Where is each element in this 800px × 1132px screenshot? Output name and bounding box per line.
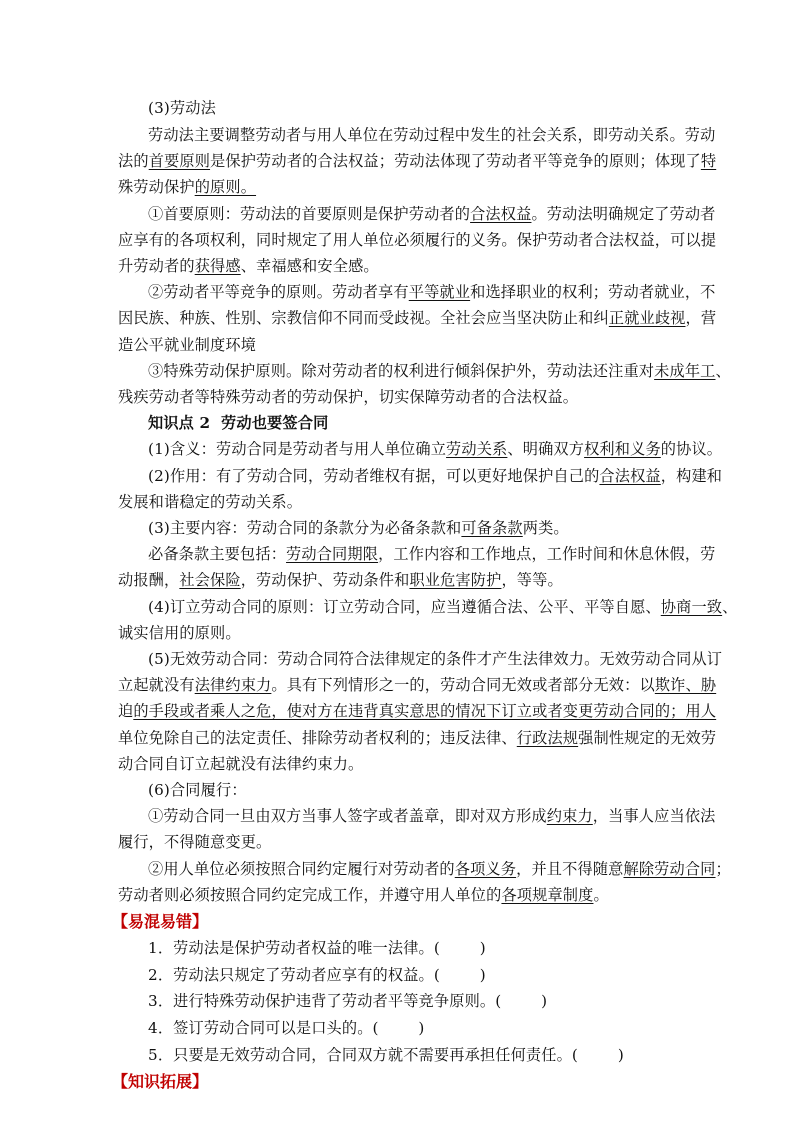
text-segment: (4)订立劳动合同的原则：订立劳动合同，应当遵循合法、公平、平等自愿、 — [148, 597, 661, 616]
text-segment: 5．只要是无效劳动合同，合同双方就不需要再承担任何责任。( ) — [148, 1045, 624, 1064]
contract-principles-line-1 — [148, 596, 738, 618]
key-term: 社会保险 — [179, 571, 241, 590]
text-segment: 。劳动法明确规定了劳动者 — [531, 204, 716, 223]
invalid-contract-line-4 — [118, 727, 717, 749]
principle-1-line-3 — [118, 255, 688, 277]
key-term: 解除劳动合同 — [623, 859, 716, 878]
text-segment: ，等等。 — [501, 571, 563, 590]
text-segment: ； — [715, 859, 731, 878]
performance-1-line-2 — [118, 831, 688, 853]
text-segment: (5)无效劳动合同：劳动合同符合法律规定的条件才产生法律效力。无效劳动合同从订 — [148, 650, 723, 668]
text-segment: 是保护劳动者的合法权益；劳动法体现了劳动者平等竞争的原则；体现了 — [210, 152, 701, 171]
contract-role-line-1 — [148, 465, 723, 487]
text-segment: ，当事人应当依法 — [592, 807, 716, 826]
text-segment: 的协议。 — [660, 440, 723, 459]
text-segment: 1．劳动法是保护劳动者权益的唯一法律。( ) — [148, 939, 486, 958]
text-segment: (3)劳动法 — [148, 99, 216, 117]
text-segment: 、 — [715, 361, 731, 380]
principle-3-line-1 — [148, 360, 731, 382]
text-segment: 劳动法主要调整劳动者与用人单位在劳动过程中发生的社会关系，即劳动关系。劳动 — [148, 126, 716, 144]
principle-1-line-1 — [148, 203, 718, 225]
quiz-item-2 — [148, 964, 718, 986]
principle-2-line-2 — [118, 307, 717, 329]
key-term: 法律约束力 — [194, 676, 272, 695]
text-segment: 造公平就业制度环境 — [118, 335, 257, 354]
contract-principles-line-2 — [118, 622, 688, 644]
key-term: 劳动合同期限 — [286, 545, 379, 564]
key-term: 的手段或者乘人之危，使对方在违背真实意思的情况下订立或者变更劳动合同的；用人 — [133, 702, 717, 721]
principle-3-line-2 — [118, 386, 688, 408]
performance-2-line-1 — [148, 858, 731, 880]
text-segment: ①首要原则：劳动法的首要原则是保护劳动者的 — [148, 204, 471, 223]
performance-1-line-1 — [148, 805, 718, 827]
principle-2-line-1 — [148, 281, 718, 303]
key-term: 各项义务 — [454, 859, 517, 878]
text-segment: (1)含义：劳动合同是劳动者与用人单位确立 — [148, 440, 447, 459]
text-segment: 升劳动者的 — [118, 257, 195, 275]
text-segment: 知识点 2 劳动也要签合同 — [148, 414, 329, 433]
contract-meaning-line-1 — [148, 438, 723, 460]
text-segment: ，构建和 — [660, 466, 723, 485]
principle-1-line-2 — [118, 229, 717, 251]
invalid-contract-line-1 — [148, 648, 723, 670]
quiz-item-4 — [148, 1017, 718, 1039]
key-term: 各项规章制度 — [501, 885, 594, 904]
text-segment: 法的 — [118, 152, 149, 171]
invalid-contract-line-3 — [118, 700, 717, 722]
performance-2-line-2 — [118, 884, 688, 906]
key-term: 欺诈、胁 — [654, 676, 717, 695]
text-segment: 残疾劳动者等特殊劳动者的劳动保护，切实保障劳动者的合法权益。 — [118, 388, 579, 406]
text-segment: ②劳动者平等竞争的原则。劳动者享有 — [148, 283, 409, 302]
text-segment: 殊劳动保护 — [118, 178, 195, 197]
quiz-item-1 — [148, 937, 718, 959]
key-term: 可备条款 — [461, 519, 523, 537]
invalid-contract-line-5 — [118, 753, 688, 775]
text-segment: ，工作内容和工作地点，工作时间和休息休假，劳 — [378, 545, 716, 564]
text-segment: ，并且不得随意 — [516, 859, 624, 878]
text-segment: ③特殊劳动保护原则。除对劳动者的权利进行倾斜保护外，劳动法还注重对 — [148, 361, 655, 380]
required-clauses-line-2 — [118, 569, 688, 591]
text-segment: 、明确双方 — [507, 440, 585, 459]
text-segment: 和选择职业的权利；劳动者就业，不 — [470, 283, 716, 302]
text-segment: ①劳动合同一旦由双方当事人签字或者盖章，即对双方形成 — [148, 807, 547, 826]
key-term: 劳动关系 — [446, 440, 508, 459]
text-segment: ②用人单位必须按照合同约定履行对劳动者的 — [148, 859, 455, 878]
text-segment: (2)作用：有了劳动合同，劳动者维权有据，可以更好地保护自己的 — [148, 466, 600, 485]
text-segment: 因民族、种族、性别、宗教信仰不同而受歧视。全社会应当坚决防止和纠 — [118, 309, 609, 328]
key-term: 未成年工 — [654, 361, 716, 380]
required-clauses-line-1 — [148, 543, 718, 565]
text-segment: 两类。 — [522, 519, 569, 537]
key-term: 约束力 — [546, 807, 593, 826]
key-term: 获得感 — [194, 257, 241, 275]
text-segment: 必备条款主要包括： — [148, 545, 287, 564]
key-term: 合法权益 — [599, 466, 661, 485]
key-term: 职业危害防护 — [409, 571, 502, 590]
text-segment: 动合同自订立起就没有法律约束力。 — [118, 754, 364, 773]
text-segment: 强制性规定的无效劳 — [578, 728, 717, 747]
labor-law-intro-line-3 — [118, 176, 688, 198]
text-segment: 立起就没有 — [118, 676, 195, 695]
text-segment: ，劳动保护、劳动条件和 — [240, 571, 410, 590]
text-segment: 单位免除自己的法定责任、排除劳动者权利的；违反法律、 — [118, 728, 517, 747]
performance-title — [148, 779, 718, 801]
quiz-item-3 — [148, 990, 718, 1012]
knowledge-point-2-title — [148, 412, 718, 434]
text-segment: 4．签订劳动合同可以是口头的。( ) — [148, 1019, 425, 1037]
key-term: 行政法规 — [516, 728, 579, 747]
key-term: 正就业歧视 — [608, 309, 686, 328]
text-segment: 应享有的各项权利，同时规定了用人单位必须履行的义务。保护劳动者合法权益，可以提 — [118, 230, 717, 249]
contract-content-line-1 — [148, 517, 718, 539]
contract-role-line-2 — [118, 491, 688, 513]
key-term: 权利和义务 — [584, 440, 661, 459]
principle-2-line-3 — [118, 334, 688, 356]
text-segment: 劳动者则必须按照合同约定完成工作，并遵守用人单位的 — [118, 885, 502, 904]
text-segment: 、幸福感和安全感。 — [240, 257, 379, 275]
text-segment: 2．劳动法只规定了劳动者应享有的权益。( ) — [148, 965, 486, 984]
text-segment: 发展和谐稳定的劳动关系。 — [118, 492, 303, 511]
labor-law-intro-line-1 — [148, 124, 718, 146]
key-term: 平等就业 — [408, 283, 471, 302]
key-term: 首要原则 — [148, 152, 211, 171]
quiz-item-5 — [148, 1044, 718, 1066]
invalid-contract-line-2 — [118, 674, 717, 696]
text-segment: 迫 — [118, 702, 134, 721]
text-segment: (3)主要内容：劳动合同的条款分为必备条款和 — [148, 519, 462, 537]
extension-heading: 【知识拓展】 — [112, 1072, 209, 1092]
text-segment: 诚实信用的原则。 — [118, 623, 241, 642]
section-title — [148, 97, 718, 119]
key-term: 特 — [700, 152, 717, 171]
confusion-heading: 【易混易错】 — [112, 912, 209, 931]
text-segment: (6)合同履行： — [148, 781, 247, 799]
text-segment: 履行，不得随意变更。 — [118, 833, 272, 852]
key-term: 协商一致 — [660, 597, 723, 616]
text-segment: 3．进行特殊劳动保护违背了劳动者平等竞争原则。( ) — [148, 992, 548, 1011]
text-segment: 动报酬， — [118, 571, 180, 590]
text-segment: 。具有下列情形之一的，劳动合同无效或者部分无效：以 — [271, 676, 655, 695]
text-segment: ，营 — [685, 309, 717, 328]
key-term: 的原则。 — [194, 178, 257, 197]
text-segment: 、 — [722, 597, 738, 616]
key-term: 合法权益 — [470, 204, 532, 223]
labor-law-intro-line-2 — [118, 150, 717, 172]
text-segment: 。 — [593, 885, 609, 904]
